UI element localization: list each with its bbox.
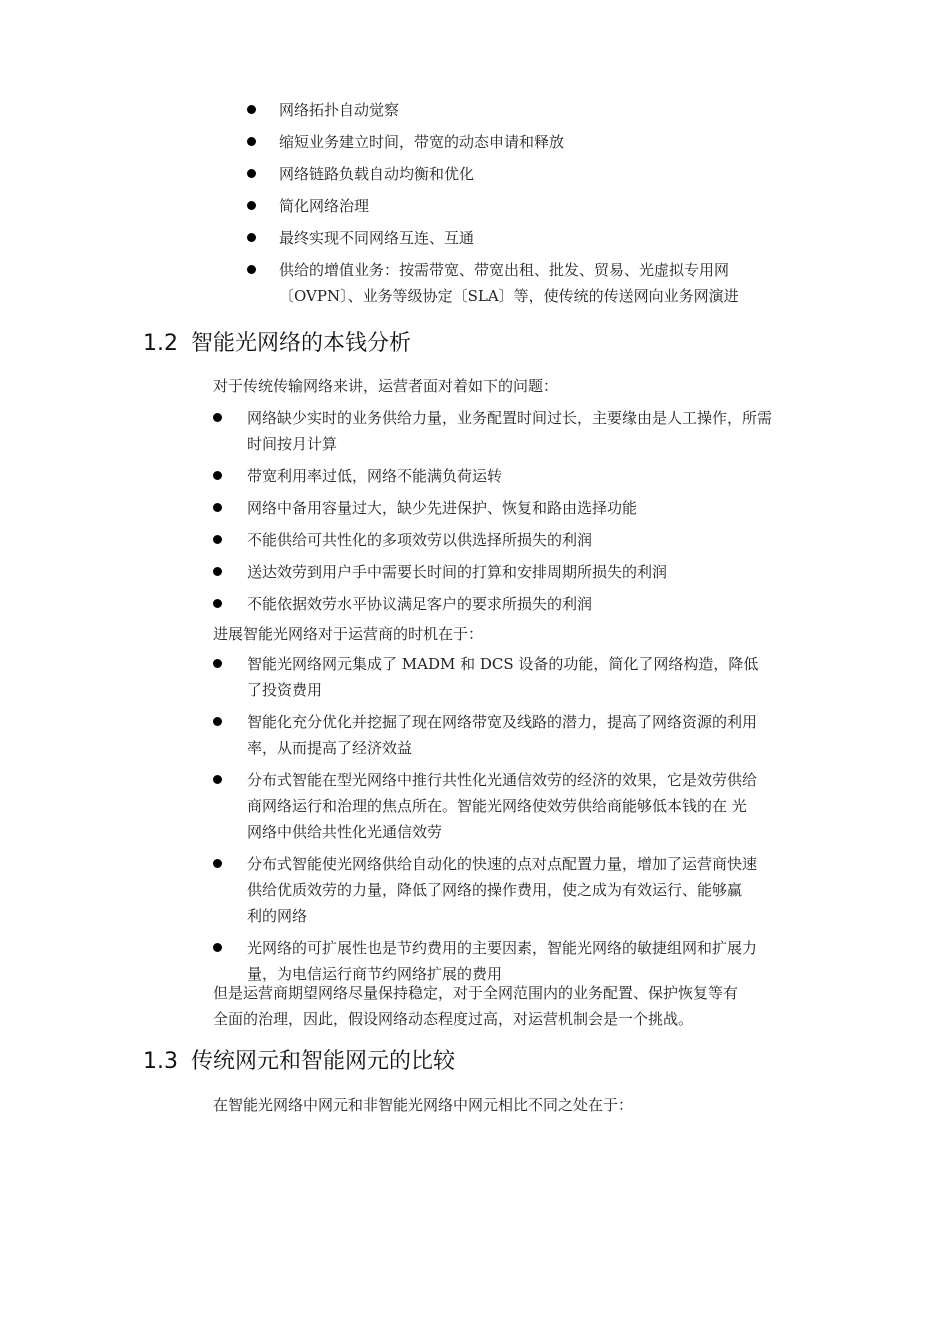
list-item-text: 最终实现不同网络互连、互通 (279, 229, 475, 247)
section-title: 智能光网络的本钱分析 (191, 331, 412, 356)
list-item-text: 网络中备用容量过大，缺少先进保护、恢复和路由选择功能 (247, 499, 638, 517)
bullet-icon (213, 535, 222, 544)
list-item-text: 分布式智能使光网络供给自动化的快速的点对点配置力量，增加了运营商快速 (247, 855, 758, 873)
section-heading-1-3 (143, 1044, 455, 1075)
list-item (213, 495, 813, 521)
challenge-line-2: 全面的治理，因此，假设网络动态程度过高，对运营机制会是一个挑战。 (213, 1010, 694, 1028)
list-item-text: 商网络运行和治理的焦点所在。智能光网络使效劳供给商能够低本钱的在 光 (247, 797, 747, 815)
bullet-icon (213, 599, 222, 608)
list-item (247, 129, 827, 155)
list-item-text: 网络中供给共性化光通信效劳 (247, 823, 443, 841)
problems-intro: 对于传统传输网络来讲，运营者面对着如下的问题： (213, 377, 559, 395)
list-item-text: 利的网络 (247, 907, 308, 925)
bullet-icon (213, 717, 222, 726)
list-item-text: 不能供给可共性化的多项效劳以供选择所损失的利润 (247, 531, 593, 549)
list-item (247, 257, 827, 309)
list-item (247, 193, 827, 219)
list-item (213, 405, 813, 457)
compare-intro: 在智能光网络中网元和非智能光网络中网元相比不同之处在于： (213, 1096, 634, 1114)
list-item (213, 767, 813, 845)
bullet-icon (247, 233, 256, 242)
list-item-text: 送达效劳到用户手中需要长时间的打算和安排周期所损失的利润 (247, 563, 668, 581)
list-item-text: 带宽利用率过低，网络不能满负荷运转 (247, 467, 503, 485)
list-item (247, 161, 827, 187)
list-item-text: 供给优质效劳的力量，降低了网络的操作费用，使之成为有效运行、能够赢 (247, 881, 743, 899)
list-item-text: 智能化充分优化并挖掘了现在网络带宽及线路的潜力，提高了网络资源的利用 (247, 713, 758, 731)
bullet-icon (213, 775, 222, 784)
opportunity-intro: 进展智能光网络对于运营商的时机在于： (213, 625, 484, 643)
list-item (213, 709, 813, 761)
list-item-text: 量，为电信运行商节约网络扩展的费用 (247, 965, 503, 983)
list-item (213, 559, 813, 585)
bullet-icon (247, 169, 256, 178)
list-item (213, 591, 813, 617)
bullet-icon (213, 567, 222, 576)
list-item-text: 时间按月计算 (247, 435, 338, 453)
list-item (247, 225, 827, 251)
bullet-icon (213, 413, 222, 422)
bullet-icon (213, 943, 222, 952)
list-item-text: 不能依据效劳水平协议满足客户的要求所损失的利润 (247, 595, 593, 613)
list-item (247, 97, 827, 123)
section-number: 1.2 (143, 331, 178, 356)
list-item-text: 〔OVPN〕、业务等级协定〔SLA〕等，使传统的传送网向业务网演进 (279, 287, 739, 305)
list-item-text: 了投资费用 (247, 681, 323, 699)
section-title: 传统网元和智能网元的比较 (191, 1049, 456, 1074)
list-item (213, 651, 813, 703)
list-item-text: 分布式智能在型光网络中推行共性化光通信效劳的经济的效果，它是效劳供给 (247, 771, 758, 789)
list-item-text: 网络拓扑自动觉察 (279, 101, 400, 119)
list-item-text: 供给的增值业务：按需带宽、带宽出租、批发、贸易、光虚拟专用网 (279, 261, 730, 279)
list-item (213, 527, 813, 553)
list-item-text: 网络缺少实时的业务供给力量，业务配置时间过长，主要缘由是人工操作，所需 (247, 409, 773, 427)
bullet-icon (247, 137, 256, 146)
bullet-icon (247, 105, 256, 114)
feature-list (247, 97, 827, 315)
bullet-icon (213, 659, 222, 668)
section-heading-1-2 (143, 326, 411, 357)
list-item-text: 光网络的可扩展性也是节约费用的主要因素，智能光网络的敏捷组网和扩展力 (247, 939, 758, 957)
list-item-text: 率，从而提高了经济效益 (247, 739, 413, 757)
problems-list (213, 405, 813, 623)
list-item-text: 缩短业务建立时间，带宽的动态申请和释放 (279, 133, 565, 151)
bullet-icon (247, 265, 256, 274)
bullet-icon (213, 471, 222, 480)
list-item-text: 简化网络治理 (279, 197, 370, 215)
list-item-text: 网络链路负载自动均衡和优化 (279, 165, 475, 183)
bullet-icon (247, 201, 256, 210)
challenge-paragraph (213, 980, 813, 1032)
section-number: 1.3 (143, 1049, 178, 1074)
list-item (213, 851, 813, 929)
list-item-text: 智能光网络网元集成了 MADM 和 DCS 设备的功能，简化了网络构造，降低 (247, 655, 759, 673)
list-item (213, 463, 813, 489)
opportunities-list (213, 651, 813, 993)
bullet-icon (213, 503, 222, 512)
bullet-icon (213, 859, 222, 868)
challenge-line-1: 但是运营商期望网络尽量保持稳定，对于全网范围内的业务配置、保护恢复等有 (213, 984, 739, 1002)
